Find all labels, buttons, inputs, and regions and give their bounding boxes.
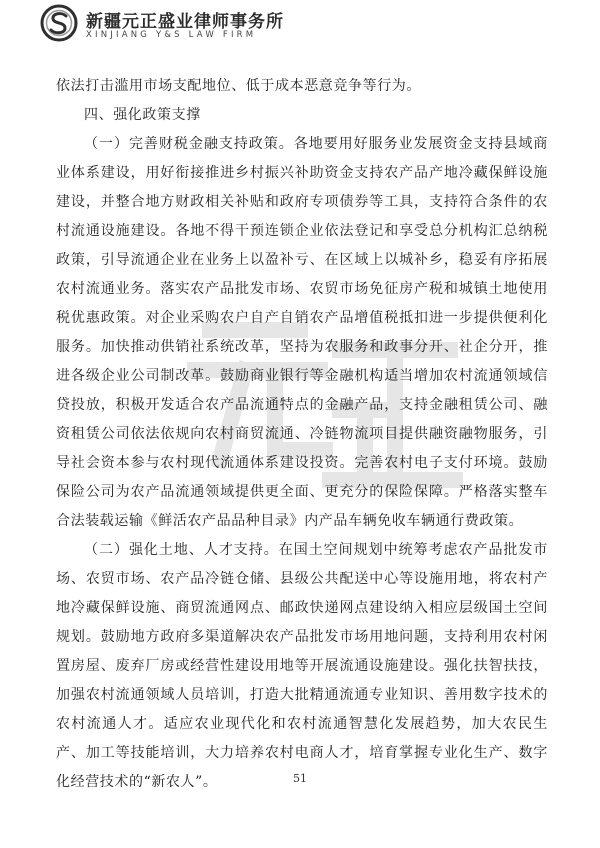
firm-name-english: XINJIANG Y&S LAW FIRM bbox=[86, 30, 257, 40]
section-heading: 四、强化政策支撑 bbox=[84, 107, 201, 123]
firm-name: 新疆元正盛业律师事务所 bbox=[86, 12, 284, 32]
firm-logo-icon bbox=[40, 4, 78, 42]
continuation-line: 依法打击滥用市场支配地位、低于成本恶意竞争等行为。 bbox=[56, 78, 421, 94]
paragraph-land-talent-support: （二）强化土地、人才支持。在国土空间规划中统筹考虑农产品批发市场、农贸市场、农产品冷链仓储、县级公共配送中心等设施用地，将农村产地冷藏保鲜设施、商贸流通网点、邮政快递网点建设纳入相应层级国土空间规划。鼓励地方政府多渠道解决农产品批发市场用地问题，支持利用农村闲置房屋、废弃厂房或经营性建设用地等开展流通设施建设。强化扶智扶技，加强农村流通领域人员培训，打造大批精通流通专业知识、善用数字技术的农村流通人才。适应农业现代化和农村流通智慧化发展趋势，加大农民生产、加工等技能培训，大力培养农村电商人才，培育掌握专业化生产、数字化经营技术的“新农人”。 bbox=[56, 542, 548, 790]
letterhead bbox=[40, 4, 340, 44]
page-number: 51 bbox=[293, 772, 307, 785]
paragraph-fiscal-financial-support: （一）完善财税金融支持政策。各地要用好服务业发展资金支持县域商业体系建设，用好衔接推进乡村振兴补助资金支持农产品产地冷藏保鲜设施建设，并整合地方财政相关补贴和政府专项债券等工具，支持符合条件的农村流通设施建设。各地不得干预连锁企业依法登记和享受总分机构汇总纳税政策，引导流通企业在业务上以盈补亏、在区域上以城补乡，稳妥有序拓展农村流通业务。落实农产品批发市场、农贸市场免征房产税和城镇土地使用税优惠政策。对企业采购农户自产自销农产品增值税抵扣进一步提供便利化服务。加快推动供销社系统改革，坚持为农服务和政事分开、社企分开，推进各级企业公司制改革。鼓励商业银行等金融机构适当增加农村流通领域信贷投放，积极开发适合农产品流通特点的金融产品，支持金融租赁公司、融资租赁公司依法依规向农村商贸流通、冷链物流项目提供融资融物服务，引导社会资本参与农村现代流通体系建设投资。完善农村电子支付环境。鼓励保险公司为农产品流通领域提供更全面、更充分的保险保障。严格落实整车合法装载运输《鲜活农产品品种目录》内产品车辆免收车辆通行费政策。 bbox=[56, 136, 548, 529]
document-body bbox=[56, 72, 548, 797]
